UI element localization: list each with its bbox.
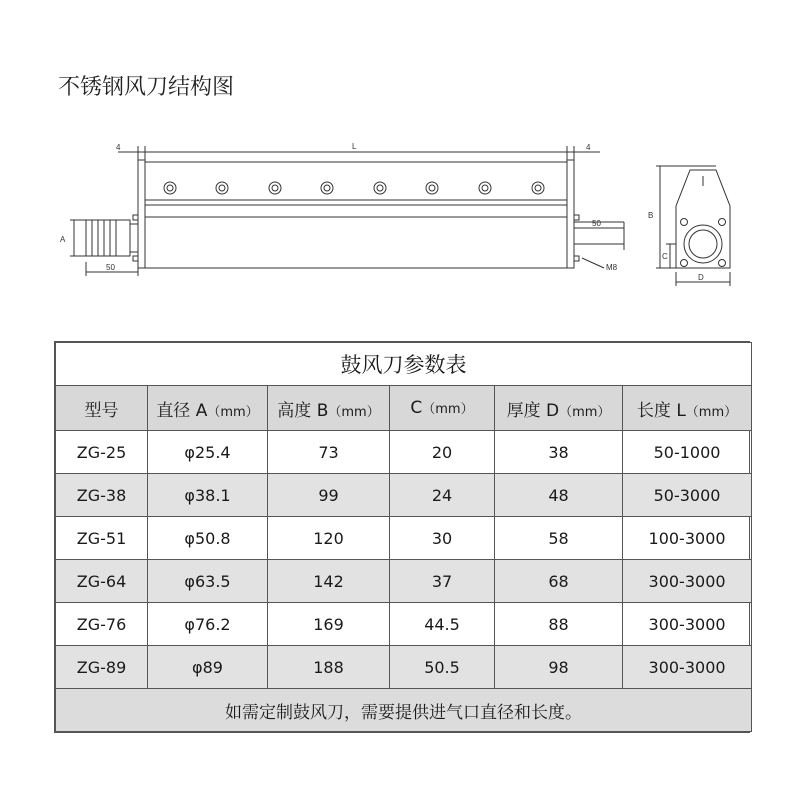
cell-c: 50.5 [390, 646, 495, 689]
air-knife-drawing [0, 0, 800, 330]
cell-height: 120 [268, 517, 390, 560]
cell-model: ZG-51 [56, 517, 148, 560]
dim-left-gap: 4 [116, 143, 121, 152]
cell-diameter: φ89 [148, 646, 268, 689]
cell-diameter: φ50.8 [148, 517, 268, 560]
table-title: 鼓风刀参数表 [56, 343, 752, 386]
table-row [56, 646, 752, 689]
table-row [56, 517, 752, 560]
cell-c: 37 [390, 560, 495, 603]
cell-diameter: φ25.4 [148, 431, 268, 474]
cell-height: 99 [268, 474, 390, 517]
table-row [56, 560, 752, 603]
table-row [56, 431, 752, 474]
cell-length: 300-3000 [623, 646, 752, 689]
cell-depth: 48 [495, 474, 623, 517]
cell-diameter: φ63.5 [148, 560, 268, 603]
header-length: 长度 L（mm） [623, 386, 752, 431]
cell-c: 20 [390, 431, 495, 474]
cell-height: 169 [268, 603, 390, 646]
cell-height: 188 [268, 646, 390, 689]
cell-c: 44.5 [390, 603, 495, 646]
dim-length: L [352, 142, 357, 151]
cell-diameter: φ38.1 [148, 474, 268, 517]
thread-label: M8 [606, 263, 618, 272]
cell-height: 73 [268, 431, 390, 474]
cell-depth: 68 [495, 560, 623, 603]
side-dim-c: C [662, 252, 668, 261]
cell-model: ZG-38 [56, 474, 148, 517]
dim-inlet-height: A [60, 235, 66, 244]
table-row [56, 474, 752, 517]
cell-depth: 38 [495, 431, 623, 474]
header-height: 高度 B（mm） [268, 386, 390, 431]
dim-side-outlet: 50 [592, 219, 601, 228]
cell-c: 30 [390, 517, 495, 560]
cell-diameter: φ76.2 [148, 603, 268, 646]
parameter-table [54, 341, 750, 733]
cell-length: 100-3000 [623, 517, 752, 560]
table-header-row [56, 386, 752, 431]
header-diameter: 直径 A（mm） [148, 386, 268, 431]
cell-length: 50-1000 [623, 431, 752, 474]
side-dim-depth: D [698, 273, 704, 282]
page-title: 不锈钢风刀结构图 [58, 75, 235, 100]
cell-model: ZG-89 [56, 646, 148, 689]
dim-right-gap: 4 [586, 143, 591, 152]
cell-depth: 98 [495, 646, 623, 689]
cell-length: 300-3000 [623, 560, 752, 603]
cell-model: ZG-76 [56, 603, 148, 646]
cell-length: 300-3000 [623, 603, 752, 646]
header-c: C（mm） [390, 386, 495, 431]
cell-model: ZG-64 [56, 560, 148, 603]
cell-model: ZG-25 [56, 431, 148, 474]
header-depth: 厚度 D（mm） [495, 386, 623, 431]
cell-depth: 58 [495, 517, 623, 560]
table-row [56, 603, 752, 646]
cell-height: 142 [268, 560, 390, 603]
table-footer-note: 如需定制鼓风刀，需要提供进气口直径和长度。 [56, 689, 752, 732]
header-model: 型号 [56, 386, 148, 431]
cell-length: 50-3000 [623, 474, 752, 517]
cell-c: 24 [390, 474, 495, 517]
dim-inlet-length: 50 [106, 263, 115, 272]
side-dim-height: B [648, 211, 654, 220]
cell-depth: 88 [495, 603, 623, 646]
